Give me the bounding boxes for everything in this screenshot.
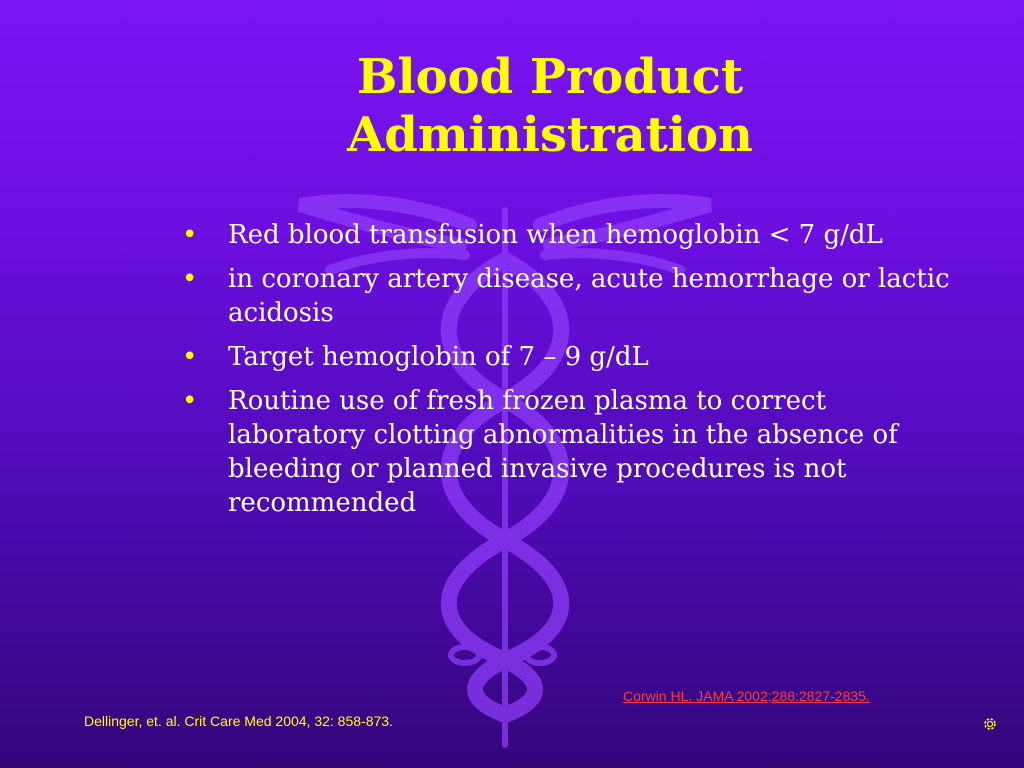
bullet-text: Routine use of fresh frozen plasma to correct laboratory clotting abnormalities in the absence of bleeding or planned invasive procedures is not recommended bbox=[228, 386, 898, 518]
reference-link[interactable]: Corwin HL. JAMA 2002;288:2827-2835. bbox=[623, 688, 870, 704]
bullet-text: Red blood transfusion when hemoglobin < 7 g/dL bbox=[228, 220, 883, 250]
bullet-icon: • bbox=[182, 220, 198, 250]
bullet-item bbox=[182, 340, 952, 374]
bullet-item bbox=[182, 262, 952, 330]
bullet-item bbox=[182, 384, 952, 520]
title-line-2: Administration bbox=[347, 107, 753, 163]
bullet-item bbox=[182, 218, 952, 252]
title-line-1: Blood Product bbox=[356, 49, 744, 105]
bullet-text: in coronary artery disease, acute hemorrhage or lactic acidosis bbox=[228, 264, 950, 328]
bullet-text: Target hemoglobin of 7 – 9 g/dL bbox=[228, 342, 649, 372]
gear-icon[interactable] bbox=[982, 716, 998, 732]
slide-title bbox=[300, 48, 800, 164]
bullet-icon: • bbox=[182, 264, 198, 294]
bullet-icon: • bbox=[182, 342, 198, 372]
bullet-list bbox=[182, 218, 952, 530]
citation-text: Dellinger, et. al. Crit Care Med 2004, 32: 858-873. bbox=[84, 713, 393, 729]
bullet-icon: • bbox=[182, 386, 198, 416]
